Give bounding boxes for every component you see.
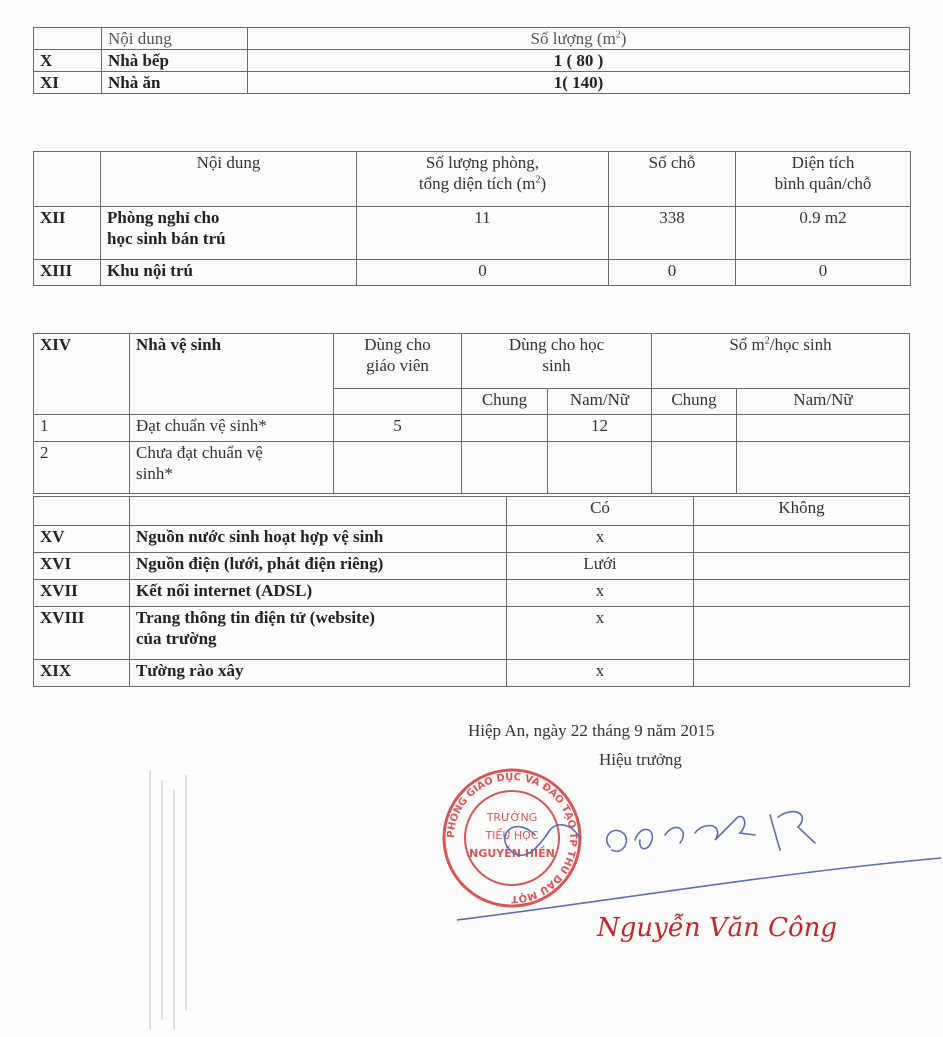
row-no — [694, 660, 910, 687]
row-label: Nhà ăn — [102, 72, 248, 94]
row-rooms: 11 — [357, 207, 609, 260]
row-number: XI — [34, 72, 102, 94]
header-cell-quantity: Số lượng $(m^2)$ — [248, 28, 910, 50]
stamp-ring-text: PHÒNG GIÁO DỤC VÀ ĐÀO TẠO TP THỦ DẦU MỘT — [445, 771, 579, 905]
row-number: XVII — [34, 580, 130, 607]
table-row — [34, 580, 910, 607]
table-row — [34, 607, 910, 660]
header-cell-per-student: Số $m^2$/học sinh — [652, 334, 910, 389]
row-value: 1( 140) — [248, 72, 910, 94]
row-label: Chưa đạt chuẩn vệ sinh* — [130, 442, 334, 494]
scan-artifact — [140, 770, 200, 1030]
row-label: Tường rào xây — [130, 660, 507, 687]
row-no — [694, 607, 910, 660]
header-cell-number: XIV — [34, 334, 130, 415]
row-number: XVI — [34, 553, 130, 580]
row-yes: Lưới — [507, 553, 694, 580]
signature-role: Hiệu trưởng — [599, 750, 682, 769]
header-cell-teachers: Dùng cho giáo viên — [334, 334, 462, 389]
header-cell-empty — [34, 152, 101, 207]
stamp-line1: TRƯỜNG — [486, 811, 538, 824]
row-avg: 0.9 m2 — [736, 207, 911, 260]
row-teachers — [334, 442, 462, 494]
row-male-female — [548, 442, 652, 494]
table-row — [34, 50, 910, 72]
row-label: Nguồn điện (lưới, phát điện riêng) — [130, 553, 507, 580]
signature-date: Hiệp An, ngày 22 tháng 9 năm 2015 — [468, 721, 715, 740]
header-cell-rooms-area: Số lượng phòng, tổng diện tích $(m^2)$ — [357, 152, 609, 207]
row-label: Kết nối internet (ADSL) — [130, 580, 507, 607]
row-label: Nhà bếp — [102, 50, 248, 72]
row-male-female: 12 — [548, 415, 652, 442]
row-yes: x — [507, 607, 694, 660]
table-row — [34, 553, 910, 580]
row-common — [462, 415, 548, 442]
row-label: Khu nội trú — [101, 260, 357, 286]
header-cell-no: Không — [694, 497, 910, 526]
row-common2 — [652, 442, 737, 494]
row-yes: x — [507, 580, 694, 607]
stamp-line3: NGUYỄN HIỀN — [469, 847, 555, 860]
header-cell-empty — [34, 28, 102, 50]
row-yes: x — [507, 660, 694, 687]
rooms-table — [33, 151, 911, 286]
table-header-row — [34, 28, 910, 50]
table-row — [34, 442, 910, 494]
table-row — [34, 415, 910, 442]
table-row — [34, 526, 910, 553]
table-header-row — [34, 152, 911, 207]
table-row — [34, 660, 910, 687]
header-cell-empty — [334, 389, 462, 415]
row-label: Trang thông tin điện tử (website) của trường — [130, 607, 507, 660]
table-row — [34, 72, 910, 94]
row-number: XV — [34, 526, 130, 553]
header-cell-toilets: Nhà vệ sinh — [130, 334, 334, 415]
header-cell-students: Dùng cho học sinh — [462, 334, 652, 389]
header-cell-male-female: Nam/Nữ — [548, 389, 652, 415]
header-cell-empty — [34, 497, 130, 526]
row-number: XVIII — [34, 607, 130, 660]
header-cell-common: Chung — [462, 389, 548, 415]
header-cell-male-female: Nam/Nữ — [737, 389, 910, 415]
row-value: 1 ( 80 ) — [248, 50, 910, 72]
row-rooms: 0 — [357, 260, 609, 286]
row-no — [694, 553, 910, 580]
header-cell-empty — [130, 497, 507, 526]
row-number: 1 — [34, 415, 130, 442]
table-header-row — [34, 334, 910, 389]
row-common — [462, 442, 548, 494]
header-cell-avg-area: Diện tích bình quân/chỗ — [736, 152, 911, 207]
signer-name: Nguyễn Văn Công — [597, 913, 838, 943]
header-cell-content: Nội dung — [101, 152, 357, 207]
row-no — [694, 580, 910, 607]
row-seats: 0 — [609, 260, 736, 286]
row-male-female2 — [737, 415, 910, 442]
header-cell-seats: Số chỗ — [609, 152, 736, 207]
row-no — [694, 526, 910, 553]
row-avg: 0 — [736, 260, 911, 286]
table-row — [34, 260, 911, 286]
row-number: 2 — [34, 442, 130, 494]
row-number: X — [34, 50, 102, 72]
row-label: Đạt chuẩn vệ sinh* — [130, 415, 334, 442]
stamp-line2: TIỂU HỌC — [485, 829, 539, 842]
row-male-female2 — [737, 442, 910, 494]
row-teachers: 5 — [334, 415, 462, 442]
row-yes: x — [507, 526, 694, 553]
kitchen-dining-table — [33, 27, 910, 94]
row-number: XII — [34, 207, 101, 260]
row-label: Phòng nghỉ cho học sinh bán trú — [101, 207, 357, 260]
header-cell-common: Chung — [652, 389, 737, 415]
row-number: XIII — [34, 260, 101, 286]
table-row — [34, 207, 911, 260]
header-cell-yes: Có — [507, 497, 694, 526]
row-common2 — [652, 415, 737, 442]
row-label: Nguồn nước sinh hoạt hợp vệ sinh — [130, 526, 507, 553]
row-number: XIX — [34, 660, 130, 687]
row-seats: 338 — [609, 207, 736, 260]
toilets-table — [33, 333, 910, 494]
header-cell-content: Nội dung — [102, 28, 248, 50]
facilities-table — [33, 496, 910, 687]
table-header-row — [34, 497, 910, 526]
